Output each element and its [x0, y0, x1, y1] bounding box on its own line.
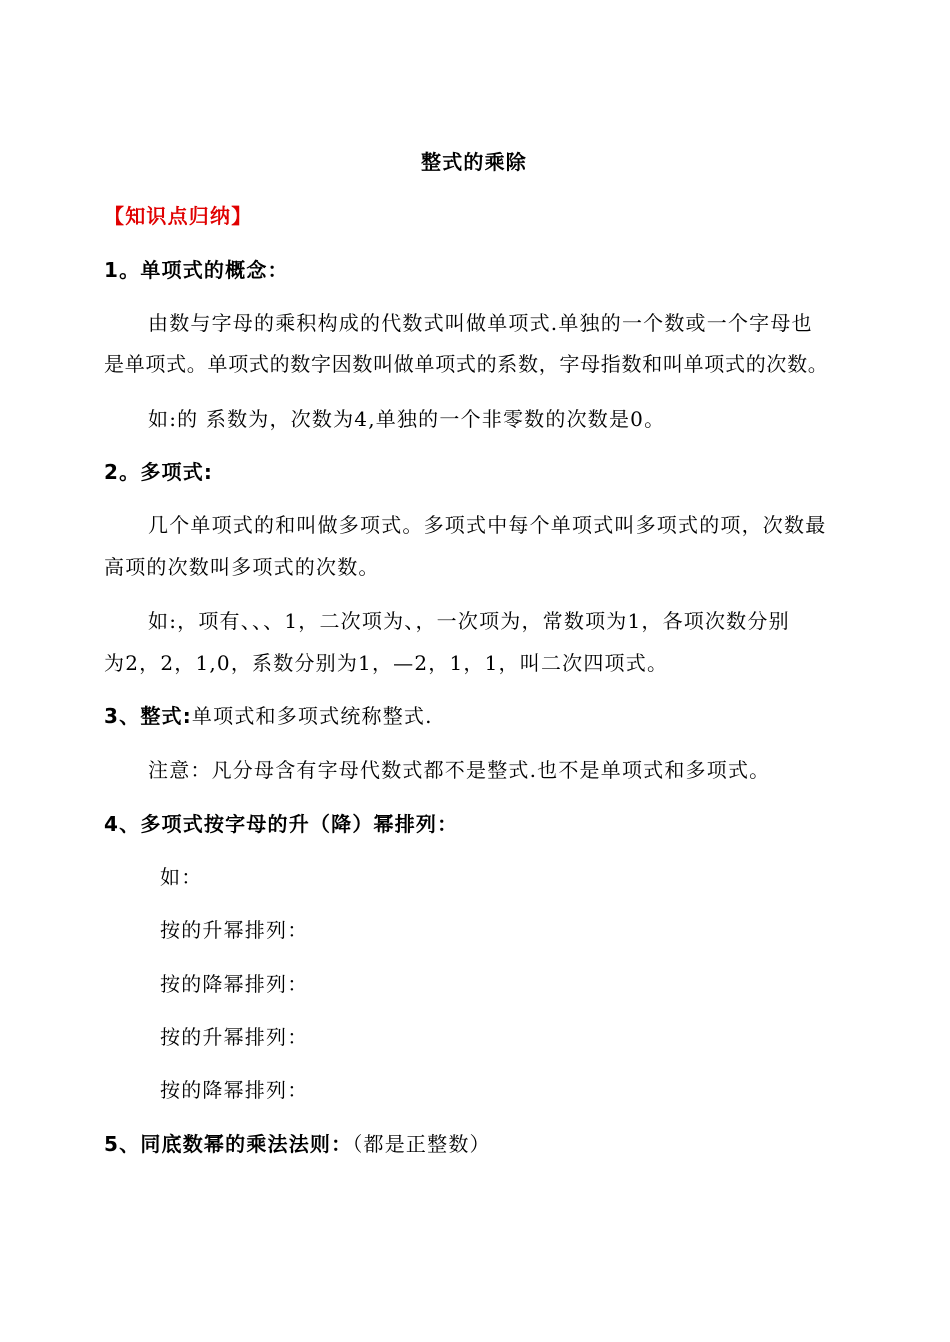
- section-2-paragraph-line-1: 几个单项式的和叫做多项式。多项式中每个单项式叫多项式的项，次数最: [148, 513, 827, 537]
- section-2-heading: 2。多项式:: [104, 460, 214, 484]
- section-5-heading-label: 5、同底数幂的乘法法则：: [104, 1132, 353, 1156]
- section-1-heading: 1。单项式的概念：: [104, 258, 289, 282]
- section-3-heading-label: 3、整式:: [104, 704, 192, 728]
- section-4-list-item-4: 按的降幂排列：: [160, 1078, 309, 1102]
- knowledge-header: 【知识点归纳】: [104, 204, 253, 228]
- section-5-heading-text: （都是正整数）: [352, 1132, 491, 1156]
- section-2-paragraph-line-2: 高项的次数叫多项式的次数。: [104, 555, 380, 579]
- section-1-paragraph-line-2: 是单项式。单项式的数字因数叫做单项式的系数，字母指数和叫单项式的次数。: [104, 352, 829, 376]
- section-5-heading: [104, 1130, 491, 1158]
- section-4-heading: 4、多项式按字母的升（降）幂排列：: [104, 812, 459, 836]
- section-4-list-item-1: 按的升幂排列：: [160, 918, 309, 942]
- section-2-example-line-2: 为2，2，1,0，系数分别为1，—2，1，1，叫二次四项式。: [104, 651, 669, 675]
- section-4-list-item-3: 按的升幂排列：: [160, 1025, 309, 1049]
- section-3-heading: [104, 702, 433, 730]
- section-4-list-item-2: 按的降幂排列：: [160, 972, 309, 996]
- section-3-heading-text: 单项式和多项式统称整式.: [191, 704, 433, 728]
- section-3-note: 注意：凡分母含有字母代数式都不是整式.也不是单项式和多项式。: [148, 758, 771, 782]
- section-1-paragraph-line-1: 由数与字母的乘积构成的代数式叫做单项式.单独的一个数或一个字母也: [148, 311, 813, 335]
- section-2-example-line-1: 如:，项有、、、1，二次项为、，一次项为，常数项为1，各项次数分别: [148, 609, 790, 633]
- page-title: 整式的乘除: [421, 150, 527, 174]
- section-4-example: 如：: [160, 865, 203, 889]
- section-1-example: 如:的 系数为，次数为4,单独的一个非零数的次数是0。: [148, 407, 666, 431]
